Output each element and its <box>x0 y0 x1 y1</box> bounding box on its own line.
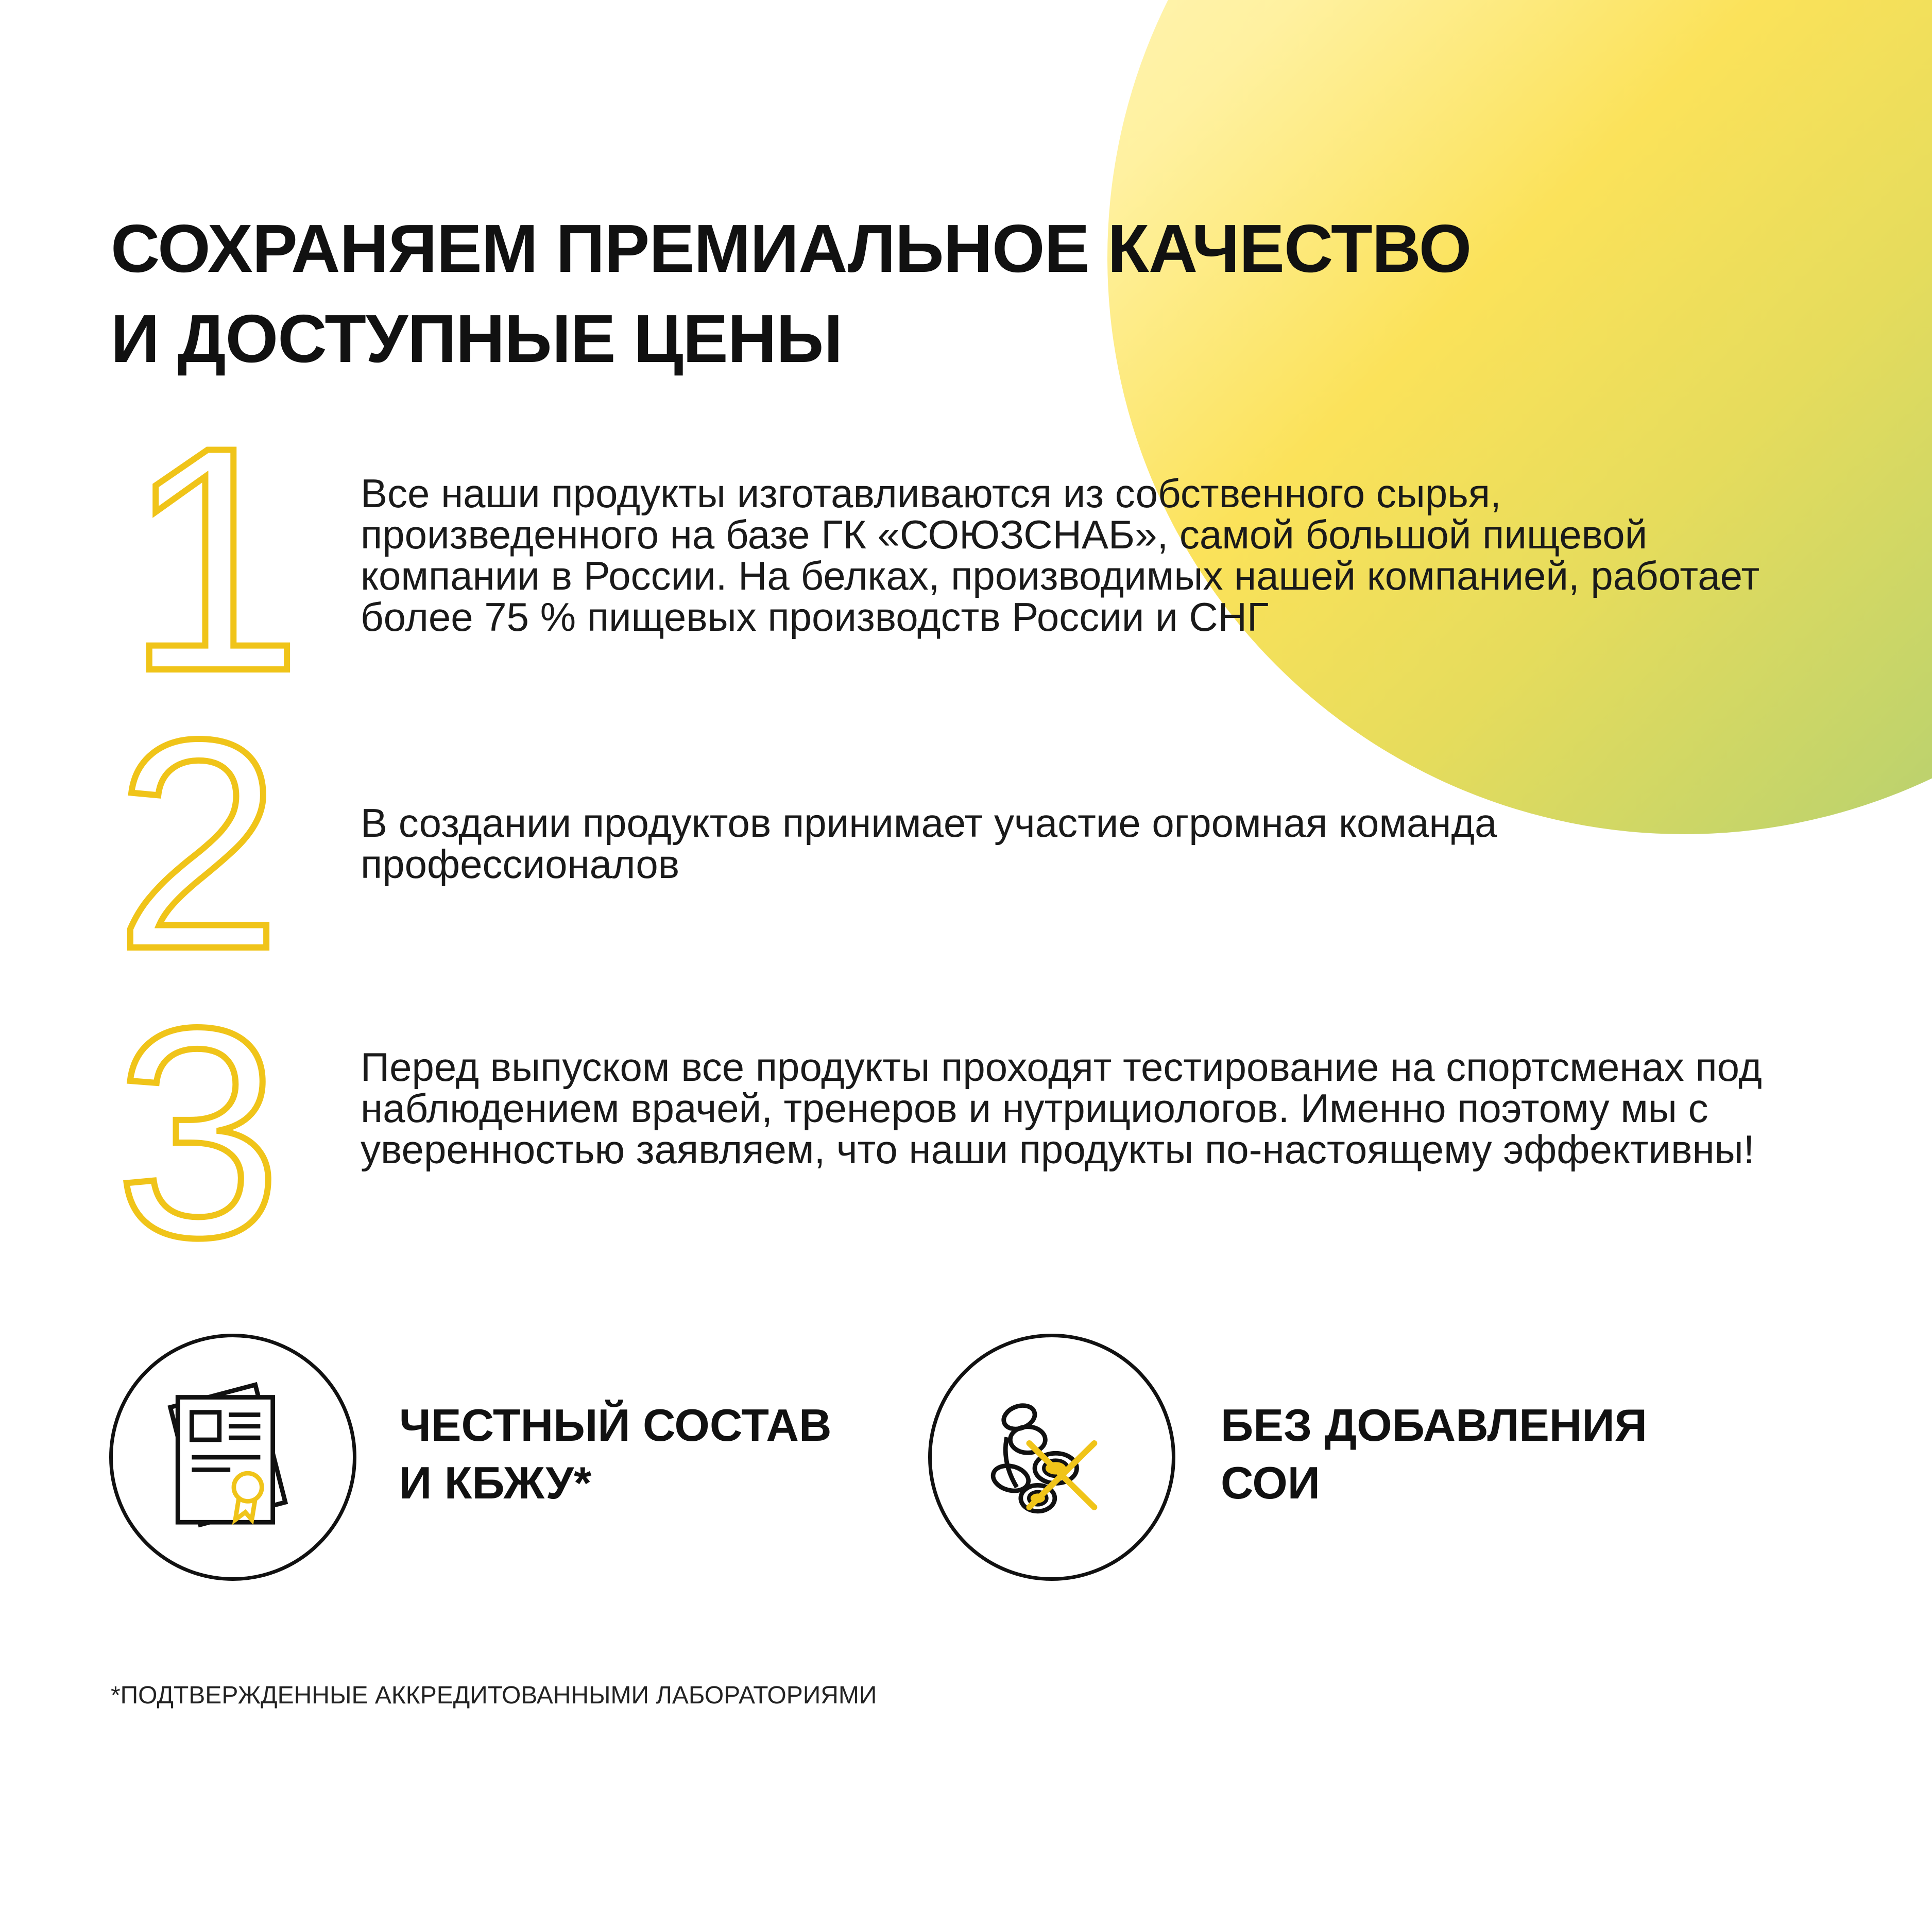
title-line-2: И ДОСТУПНЫЕ ЦЕНЫ <box>111 301 843 376</box>
badge-1-line-1: ЧЕСТНЫЙ СОСТАВ <box>399 1400 832 1451</box>
number-3-outline <box>111 966 317 1299</box>
number-2-outline <box>111 677 317 1011</box>
badge-honest-composition <box>109 1334 356 1581</box>
badge-1-line-2: И КБЖУ* <box>399 1457 592 1508</box>
badge-1-text <box>399 1396 863 1512</box>
certificate-icon <box>113 1337 353 1577</box>
page-title <box>111 203 1471 384</box>
svg-text:2: 2 <box>115 677 282 1011</box>
item-1-text: Все наши продукты изготавливаются из собственного сырья, произведенного на базе ГК «СОЮЗСНАБ», самой большой пищевой компании в России. На белках, производимых нашей компанией, работает более 75 % пищевых производств России и СНГ <box>361 471 1760 640</box>
badge-2-line-2: СОИ <box>1221 1457 1321 1508</box>
badge-2-line-1: БЕЗ ДОБАВЛЕНИЯ <box>1221 1400 1647 1451</box>
no-soy-icon <box>932 1337 1172 1577</box>
number-1-outline <box>111 381 317 737</box>
badge-no-soy <box>928 1334 1175 1581</box>
decorative-gradient-circle <box>1107 0 1932 834</box>
svg-text:3: 3 <box>115 966 282 1299</box>
svg-text:1: 1 <box>125 381 303 737</box>
footnote: *ПОДТВЕРЖДЕННЫЕ АККРЕДИТОВАННЫМИ ЛАБОРАТОРИЯМИ <box>111 1682 877 1709</box>
item-2-text: В создании продуктов принимает участие огромная команда профессионалов <box>361 800 1497 887</box>
title-line-1: СОХРАНЯЕМ ПРЕМИАЛЬНОЕ КАЧЕСТВО <box>111 211 1472 286</box>
badge-2-text <box>1221 1396 1684 1512</box>
item-3-text: Перед выпуском все продукты проходят тестирование на спортсменах под наблюдением врачей, тренеров и нутрициологов. Именно поэтому мы с уверенностью заявляем, что наши продукты по-настоящему эффективны! <box>361 1044 1762 1172</box>
